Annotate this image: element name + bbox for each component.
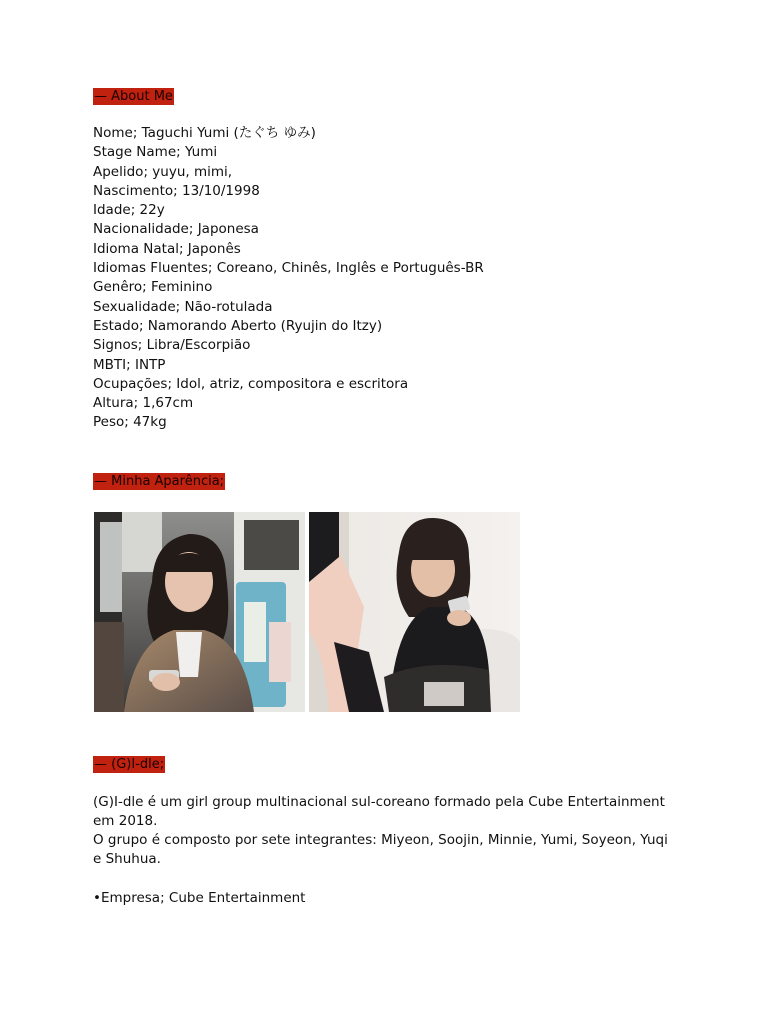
about-me-item: Estado; Namorando Aberto (Ryujin do Itzy) [93,317,383,334]
gidle-company: •Empresa; Cube Entertainment [93,890,306,906]
gidle-description-1: (G)I-dle é um girl group multinacional sul-coreano formado pela Cube Entertainment em 2018. [93,794,665,830]
photo-phone [309,512,520,712]
about-me-item: Nome; Taguchi Yumi (たぐち ゆみ) [93,125,316,141]
about-me-item: Genêro; Feminino [93,279,213,296]
appearance-photos [94,512,520,712]
about-me-item: Sexualidade; Não-rotulada [93,298,273,315]
about-me-item: Idioma Natal; Japonês [93,240,241,257]
about-me-item: Idiomas Fluentes; Coreano, Chinês, Inglês e Português-BR [93,260,484,277]
photo-subway [94,512,305,712]
appearance-heading: — Minha Aparência; [94,474,225,489]
about-me-item: Apelido; yuyu, mimi, [93,163,233,180]
about-me-item: Ocupações; Idol, atriz, compositora e escritora [93,375,409,392]
about-me-item: Nacionalidade; Japonesa [93,221,259,238]
about-me-list [93,124,484,433]
gidle-heading: — (G)I-dle; [94,757,165,772]
about-me-heading: — About Me [94,89,173,104]
about-me-item: Stage Name; Yumi [93,144,218,161]
about-me-item: MBTI; INTP [93,356,166,373]
gidle-description-2: O grupo é composto por sete integrantes: Miyeon, Soojin, Minnie, Yumi, Soyeon, Yuqi e Shuhua. [93,832,668,868]
about-me-item: Altura; 1,67cm [93,395,194,412]
about-me-item: Peso; 47kg [93,414,167,431]
about-me-item: Idade; 22y [93,202,165,219]
about-me-item: Nascimento; 13/10/1998 [93,182,260,199]
about-me-item: Signos; Libra/Escorpião [93,337,251,354]
